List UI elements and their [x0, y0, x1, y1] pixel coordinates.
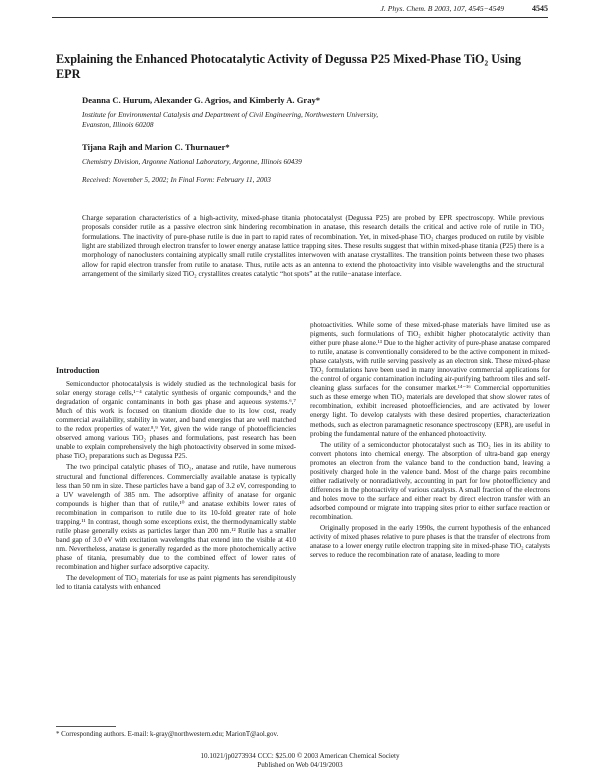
affiliation-1 — [82, 110, 542, 129]
paragraph: The development of TiO₂ materials for use as paint pigments has serendipitously led to titania catalysts with enhanced — [56, 574, 296, 592]
paragraph: Semiconductor photocatalysis is widely studied as the technological basis for solar energy storage cells,¹⁻⁴ catalytic synthesis of organic compounds,⁵ and the degradation of organic contaminants in both gas phase and aqueous systems.⁶,⁷ Much of this work is focused on titanium dioxide due to its low cost, ready commercial availability, stability in water, and band energies that are well matched to the redox properties of water.⁸,⁹ Yet, given the wide range of photoefficiencies observed among various TiO₂ phases and formulations, past research has been unable to explain comprehensively the high photoactivity observed in some mixed-phase TiO₂ preparations such as Degussa P25. — [56, 380, 296, 461]
corresponding-author-footnote: * Corresponding authors. E-mail: k-gray@northwestern.edu; MarionT@aol.gov. — [56, 731, 279, 738]
paragraph: photoactivities. While some of these mixed-phase materials have limited use as pigments, such formulations of TiO₂ exhibit higher photocatalytic activity than either pure phase alone.¹³ Due to the higher activity of pure-phase anatase compared to rutile, anatase is conventionally considered to be the active component in mixed-phase catalysts, with rutile serving passively as an electron sink. These mixed-phase TiO₂ formulations have been used in many innovative commercial applications for the control of organic contamination including air-purifying bathroom tiles and self-cleaning glass surfaces for the consumer market.¹⁴⁻¹⁶ Commercial opportunities such as these emerge when TiO₂ materials are developed that show slower rates of recombination, exhibit increased photoefficiencies, and are activated by lower energy light. To develop catalysts with these desired properties, characterization methods, such as electron paramagnetic resonance spectroscopy (EPR), are useful in probing the fundamental nature of the enhanced photoactivity. — [310, 321, 550, 438]
doi-copyright-line: 10.1021/jp0273934 CCC: $25.00 © 2003 American Chemical Society — [200, 752, 400, 760]
authors-group-2: Tijana Rajh and Marion C. Thurnauer* — [82, 142, 230, 152]
paragraph: The two principal catalytic phases of TiO₂, anatase and rutile, have numerous structural and functional differences. Commercially available anatase is typically less than 50 nm in size. These particles have a band gap of 3.2 eV, corresponding to a UV wavelength of 385 nm. The adsorptive affinity of anatase for organic compounds is higher than that of rutile,¹⁰ and anatase exhibits lower rates of recombination in comparison to rutile due to its 10-fold greater rate of hole trapping.¹¹ In contrast, though some exceptions exist, the thermodynamically stable rutile phase generally exists as particles larger than 200 nm.¹² Rutile has a smaller band gap of 3.0 eV with excitation wavelengths that extend into the visible at 410 nm. Nevertheless, anatase is generally regarded as the more photochemically active phase of titania, presumably due to the combined effect of lower rates of recombination and higher surface adsorptive capacity. — [56, 463, 296, 571]
section-heading: Introduction — [56, 366, 100, 375]
received-dates: Received: November 5, 2002; In Final Form: February 11, 2003 — [82, 175, 271, 184]
page-number: 4545 — [532, 4, 548, 13]
paragraph: Originally proposed in the early 1990s, the current hypothesis of the enhanced activity of mixed phases relative to pure phases is that the transfer of electrons from anatase to a lower energy rutile electron trapping site in mixed-phase TiO₂ catalysts serves to reduce the recombination rate of anatase, leading to more — [310, 524, 550, 560]
left-column — [56, 366, 296, 592]
right-column — [310, 321, 550, 560]
publication-date-line: Published on Web 04/19/2003 — [257, 761, 343, 769]
authors-group-1: Deanna C. Hurum, Alexander G. Agrios, and Kimberly A. Gray* — [82, 95, 321, 105]
header-rule — [52, 17, 548, 18]
affiliation-2: Chemistry Division, Argonne National Laboratory, Argonne, Illinois 60439 — [82, 157, 302, 166]
affiliation-1-line-1: Institute for Environmental Catalysis and Department of Civil Engineering, Northwestern University, — [82, 110, 379, 119]
abstract: Charge separation characteristics of a high-activity, mixed-phase titania photocatalyst (Degussa P25) are probed by EPR spectroscopy. While previous proposals consider rutile as a passive electron sink hindering recombination in anatase, this research details the critical and active role of rutile in TiO₂ formulations. The inactivity of pure-phase rutile is due in part to rapid rates of recombination. Yet, in mixed-phase TiO₂ charges produced on rutile by visible light are stabilized through electron transfer to lower energy anatase lattice trapping sites. These results suggest that within mixed-phase titania (P25) there is a morphology of nanoclusters containing atypically small rutile crystallites interwoven with anatase crystallites. The transition points between these two phases allow for rapid electron transfer from rutile to anatase. Thus, rutile acts as an antenna to extend the photoactivity into visible wavelengths and the structural arrangement of the similarly sized TiO₂ crystallites creates catalytic “hot spots” at the rutile−anatase interface. — [82, 214, 544, 279]
journal-reference: J. Phys. Chem. B 2003, 107, 4545−4549 — [380, 4, 504, 13]
article-title: Explaining the Enhanced Photocatalytic Activity of Degussa P25 Mixed-Phase TiO₂ Using EPR — [56, 52, 521, 81]
affiliation-1-line-2: Evanston, Illinois 60208 — [82, 119, 154, 129]
paragraph: The utility of a semiconductor photocatalyst such as TiO₂ lies in its ability to convert photons into chemical energy. The absorption of ultra-band gap energy promotes an electron from the valance band to the conduction band, leaving a positively charged hole in the valence band. Most of the charge pairs recombine either radiatively or nonradiatively, accounting in part for low photoefficiency and differences in the photoactivity of various catalysts. A small fraction of the electrons and holes move to the surface and either react by direct electron transfer with an adsorbed compound or migrate into trapping sites prior to either surface reaction or recombination. — [310, 440, 550, 521]
footnote-rule — [56, 726, 116, 727]
